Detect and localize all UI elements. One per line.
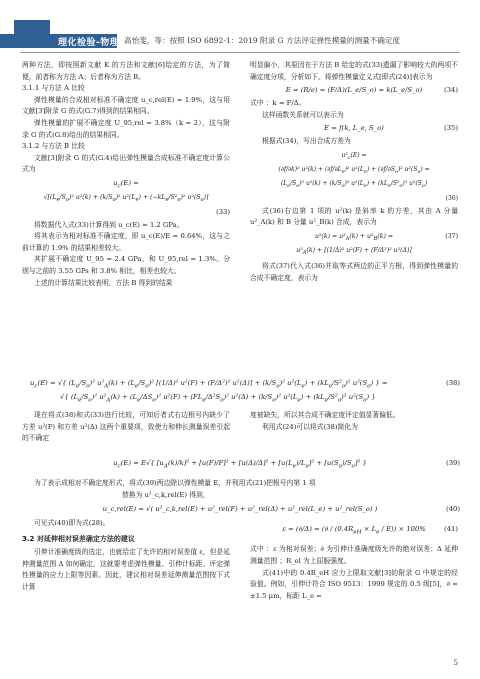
right-column xyxy=(250,60,458,284)
paragraph: 可见式(40)即为式(28)。 xyxy=(34,519,110,527)
equation-37: $u^2(k) = u^2_A(k) + u^2_B(k)$ = $u^2_A(k) + [(1/\Delta)^2$ u²(F) + (F/Δ²)² u²(Δ)] (37) xyxy=(296,232,458,257)
paragraph: 度被缺失，所以其合成不确定度评定值显著偏低。 xyxy=(250,411,400,419)
equation-40 xyxy=(20,504,460,515)
equation-36: $u^2_c(E)$ = (∂f/∂k)² $u^2(k) + (\partial f/\partial L_e)^2$ $u^2(L_e) + (\partial f/\partial S_o)^2$ $u^2(S_o)$ = $(L_e/S_o)^2$ $u^2(k) + (k/S_o)^2$ $u^2(L_e) + (kL_e/S^2_o)^2$ $u^2(S_o)$ (36) xyxy=(250,150,458,204)
page-number: 5 xyxy=(453,659,458,667)
equation-text: E = (R/e) = (F/Δ)(L_e/S_o) = k(L_e/S_o) xyxy=(285,86,423,95)
equation-number: (37) xyxy=(445,232,458,240)
paragraph: 文献[3]附录 G 的式(G.4)给出弹性模量合成标准不确定度计算公式为 xyxy=(22,153,230,174)
equation-number: (33) xyxy=(216,207,230,216)
paragraph: 利用式(24)可以将式(38)简化为 xyxy=(262,422,358,431)
section-heading: 3.2 对延伸相对误差确定方法的建议 xyxy=(22,534,135,543)
equation-41: ε = (∂/Δ) = (∂ / $(0.4R_{eH} \times L_e / E)) \times 100\%$ (41) xyxy=(282,525,458,536)
paragraph: 这样函数关系就可以表示为 xyxy=(262,110,344,119)
paragraph: 将式(37)代入式(36)并取等式两边的正平方根，得到弹性模量的合成不确定度，表示为 xyxy=(250,262,458,282)
header-rule xyxy=(20,52,460,53)
paragraph: 式中 ：ε 为相对误差；∂ 为引伸计准确度级允许的绝对误差；Δ 延伸测量范围 ；R_el 为上屈服强度。 xyxy=(250,545,458,565)
paragraph: 弹性模量的合成相对标准不确定度 u_c,rel(E) = 1.9%，这与用文献[3]附录 G 的式(G.7)得到的结果相同。 xyxy=(22,95,230,116)
left-column-mid xyxy=(22,410,230,445)
right-column-mid xyxy=(250,410,458,433)
equation-38: $u_c(E)$ = √{ $(L_e/S_o)^2$ $u^2_A(k) + (L_e/S_o)^2$ [(1/Δ)² u²(F) + (F/Δ²)² $u^2(\Delta)] + (k/S_o)^2$ $u^2(L_e) + (kL_e/S^2_o)^2$ $u^2(S_o)$ } = √{ $(L_e/S_o)^2$ $u^2_A(k) + (L_e/\Delta S_o)^2$ $u^2(F) + (FL_e/\Delta^2S_o)^2$ $u^2(\Delta) + (k/S_o)^2$ $u^2(L_e) + (kL_e/S^2_o)^2$ $u^2(S_o)$ } (38) xyxy=(30,379,460,404)
journal-name: 理化检验-物理分册 xyxy=(58,38,139,48)
paragraph: 式(41)中的 0.4R_eH 应力上限取文献[3]的附录 G 中规定的经验值。例如，引伸计符合 ISO 9513：1999 规定的 0.5 级[5]，∂ = ±1.5 μm，标距 L_e = xyxy=(250,568,458,600)
paragraph: 上述的计算结果比较表明，方法 B 得到的结果 xyxy=(34,278,173,287)
equation-number: (36) xyxy=(445,194,458,202)
left-column-bottom xyxy=(22,518,230,594)
paragraph: 将其表示为相对标准不确定度，即 u_c(E)/E = 0.64%，这与之前计算的 1.9% 的结果相差较大。 xyxy=(22,232,230,252)
paragraph: 为了表示成相对不确定度形式，将式(39)两边除以弹性模量 E，并利用式(21)把根号内第 1 项 xyxy=(34,479,316,487)
equation-number: (41) xyxy=(444,525,458,533)
equation-text: E = f(k, L_e, S_o) xyxy=(324,124,384,133)
equation-35 xyxy=(250,123,458,134)
equation-number: (39) xyxy=(446,459,460,467)
paragraph: 将数据代入式(33)计算得到 u_c(E) = 1.2 GPa。 xyxy=(34,220,184,229)
equation-34 xyxy=(250,85,458,96)
left-column xyxy=(22,60,230,289)
equation-number: (35) xyxy=(444,124,458,133)
paragraph: 替换为 u²_c,k,rel(E) 得到， xyxy=(122,490,210,499)
equation-number: (34) xyxy=(444,86,458,95)
page-header xyxy=(0,0,480,62)
paragraph: 式中 ：k = F/Δ。 xyxy=(250,99,306,108)
paragraph: 其扩展不确定度 U_95 = 2.4 GPa，和 U_95,rel = 1.3%。分别与之前的 3.55 GPs 和 3.8% 相比，相差也较大。 xyxy=(22,255,230,275)
subsection-heading: 3.1.1 与方法 A 比较 xyxy=(22,84,85,93)
equation-text: u_c,rel(E) = √( u²_c,k,rel(E) + u²_rel(F) + u²_rel(Δ) + u²_rel(L_e) + u²_rel(S_o) ) xyxy=(102,505,378,513)
equation-33: $u_c(E)$ = $√[(L_e/S_o)^2$ $u^2(k) + (k/S_o)^2$ $u^2(L_e) + (-kL_e/S^2_o)^2$ $u^2(S_o)$] (33) xyxy=(22,178,230,218)
mid-text xyxy=(22,478,460,501)
paragraph: 两种方法，即按照新文献 K 的方法和文献[6]给定的方法，为了简便，前者称为方法 A；后者称为方法 B。 xyxy=(22,61,230,81)
paragraph: 弹性模量的扩展不确定度 U_95,rel = 3.8%（k = 2），这与附录 G 的式(G.8)给出的结果相同。 xyxy=(22,118,230,139)
paragraph: 引伸计准确度级的选定，也就给定了允许的相对误差值 ε，但是延伸测量范围 Δ 如何确定，这就要考虑弹性模量、引伸计标距、评定弹性模量的应力上限等因素。因此，建议相对误差延伸测量范围按下式计算 xyxy=(22,548,230,591)
equation-number: (40) xyxy=(446,505,460,513)
paragraph: 明显偏小，其原因在于方法 B 给定的式(33)遗漏了影响较大的两项不确定度分项，分析如下。将弹性模量定义式[即式(24)]表示为 xyxy=(250,61,458,81)
paragraph: 根据式(34)，写出合成方差为 xyxy=(262,137,351,146)
running-head: 高怡斐，等：按照 ISO 6892-1：2019 附录 G 方法评定弹性模量的测量不确定度 xyxy=(124,36,401,45)
right-column-bottom xyxy=(250,522,458,602)
subsection-heading: 3.1.2 与方法 B 比较 xyxy=(22,142,85,151)
equation-39: $u_c(E) = E√${ $[u_A(k)/k]^2 + [u(F)/F]^2 + [u(\Delta)/\Delta]^2 + [u(L_e)/L_e]^2 + [u(S_o)/S_o]^2$ } (39) xyxy=(113,459,460,470)
paragraph: 式(36)右边第 1 项的 u²(k) 是斜率 k 的方差，其由 A 分量 u²_A(k) 和 B 分量 u²_B(k) 合成，表示为 xyxy=(250,206,458,227)
paragraph: 现在将式(38)和式(33)进行比较，可知后者式右边根号内缺少了方差 u²(F) 和方差 u²(Δ) 这两个重要项，致使力和伸长测量误差引起的不确定 xyxy=(22,411,230,443)
